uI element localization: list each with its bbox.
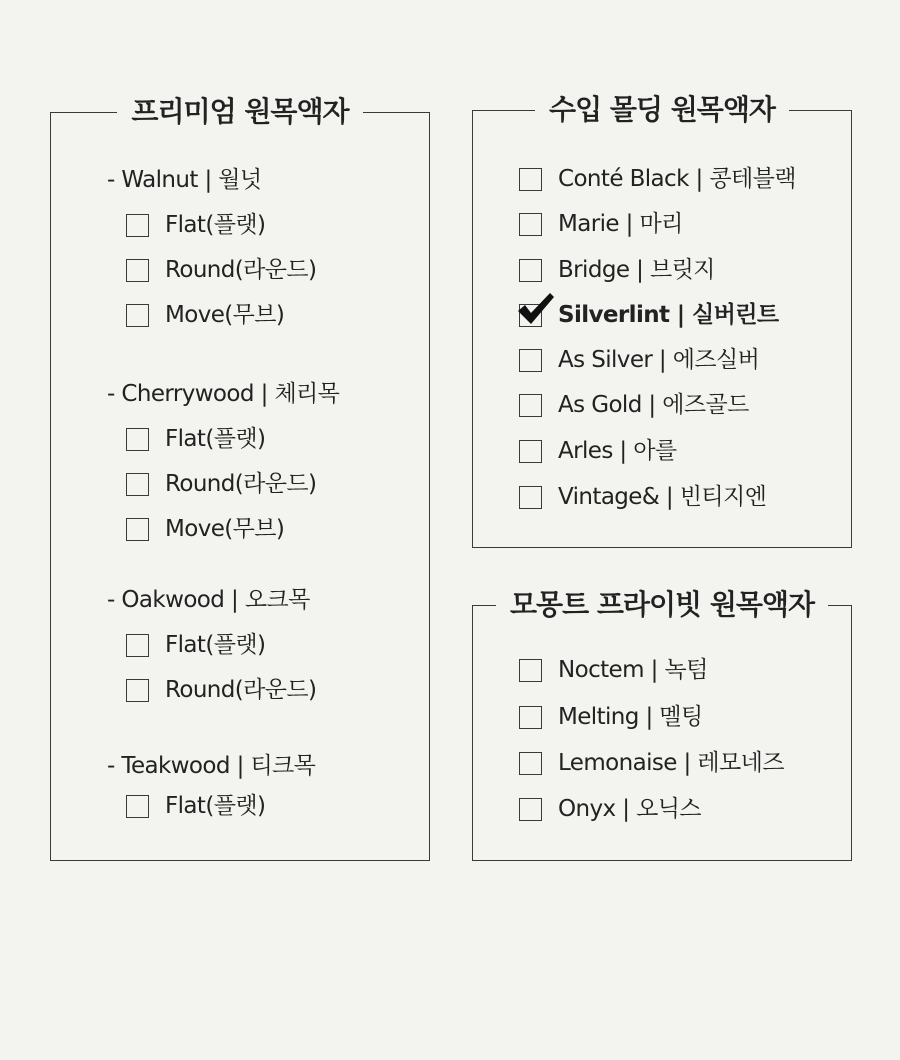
checkbox[interactable]: [126, 795, 149, 818]
option-label: As Gold | 에즈골드: [558, 392, 749, 418]
option-label: Move(무브): [165, 302, 285, 328]
imported-panel-title-wrap: [473, 89, 851, 131]
option-noctem[interactable]: [519, 654, 708, 686]
premium-frame-panel: [50, 95, 430, 861]
group-heading-cherrywood: - Cherrywood | 체리목: [107, 381, 340, 407]
option-silverlint[interactable]: [519, 299, 779, 331]
checkbox[interactable]: [519, 752, 542, 775]
option-label: Marie | 마리: [558, 211, 683, 237]
group-heading-oakwood: - Oakwood | 오크목: [107, 587, 310, 613]
option-label: Lemonaise | 레모네즈: [558, 750, 784, 776]
checkbox[interactable]: [126, 428, 149, 451]
option-label: Round(라운드): [165, 677, 317, 703]
momont-frame-panel: [472, 588, 852, 861]
option-label: Onyx | 오닉스: [558, 796, 701, 822]
option-label: Round(라운드): [165, 257, 317, 283]
checkbox[interactable]: [126, 259, 149, 282]
option-label: As Silver | 에즈실버: [558, 347, 760, 373]
checkbox[interactable]: [519, 798, 542, 821]
option-marie[interactable]: [519, 208, 683, 240]
option-walnut-move[interactable]: [126, 299, 284, 331]
checkbox-checked[interactable]: [519, 304, 542, 327]
option-bridge[interactable]: [519, 254, 715, 286]
checkbox[interactable]: [519, 486, 542, 509]
checkbox[interactable]: [126, 214, 149, 237]
option-label: Arles | 아를: [558, 438, 677, 464]
option-label: Round(라운드): [165, 471, 317, 497]
checkbox[interactable]: [519, 213, 542, 236]
option-label: Conté Black | 콩테블랙: [558, 166, 796, 192]
option-label: Move(무브): [165, 516, 285, 542]
checkmark-icon: [515, 291, 557, 329]
premium-panel-title-wrap: [51, 91, 429, 133]
option-cherrywood-move[interactable]: [126, 513, 284, 545]
premium-panel-title: 프리미엄 원목액자: [117, 95, 362, 128]
option-conte-black[interactable]: [519, 163, 796, 195]
option-label: Melting | 멜팅: [558, 704, 703, 730]
option-as-silver[interactable]: [519, 344, 759, 376]
checkbox[interactable]: [519, 349, 542, 372]
imported-frame-panel: [472, 93, 852, 548]
momont-panel-title-wrap: [473, 584, 851, 626]
option-melting[interactable]: [519, 701, 703, 733]
checkbox[interactable]: [519, 659, 542, 682]
option-walnut-round[interactable]: [126, 254, 316, 286]
option-label: Flat(플랫): [165, 212, 266, 238]
checkbox[interactable]: [519, 168, 542, 191]
group-heading-teakwood: - Teakwood | 티크목: [107, 753, 316, 779]
option-label: Flat(플랫): [165, 632, 266, 658]
momont-panel-title: 모몽트 프라이빗 원목액자: [496, 588, 828, 621]
option-label: Noctem | 녹텀: [558, 657, 708, 683]
checkbox[interactable]: [126, 518, 149, 541]
option-arles[interactable]: [519, 435, 677, 467]
checkbox[interactable]: [519, 259, 542, 282]
checkbox[interactable]: [519, 440, 542, 463]
option-label: Flat(플랫): [165, 793, 266, 819]
option-oakwood-round[interactable]: [126, 674, 316, 706]
imported-panel-title: 수입 몰딩 원목액자: [535, 93, 789, 126]
checkbox[interactable]: [126, 679, 149, 702]
option-label: Flat(플랫): [165, 426, 266, 452]
option-oakwood-flat[interactable]: [126, 629, 265, 661]
option-cherrywood-flat[interactable]: [126, 423, 265, 455]
option-as-gold[interactable]: [519, 389, 749, 421]
checkbox[interactable]: [519, 706, 542, 729]
checkbox[interactable]: [519, 394, 542, 417]
checkbox[interactable]: [126, 473, 149, 496]
option-label: Bridge | 브릿지: [558, 257, 715, 283]
option-lemonaise[interactable]: [519, 747, 784, 779]
option-vintage[interactable]: [519, 481, 766, 513]
checkbox[interactable]: [126, 304, 149, 327]
checkbox[interactable]: [126, 634, 149, 657]
option-teakwood-flat[interactable]: [126, 790, 265, 822]
option-cherrywood-round[interactable]: [126, 468, 316, 500]
option-label: Vintage& | 빈티지엔: [558, 484, 767, 510]
option-label: Silverlint | 실버린트: [558, 302, 779, 328]
option-onyx[interactable]: [519, 793, 701, 825]
group-heading-walnut: - Walnut | 월넛: [107, 167, 262, 193]
option-walnut-flat[interactable]: [126, 209, 265, 241]
